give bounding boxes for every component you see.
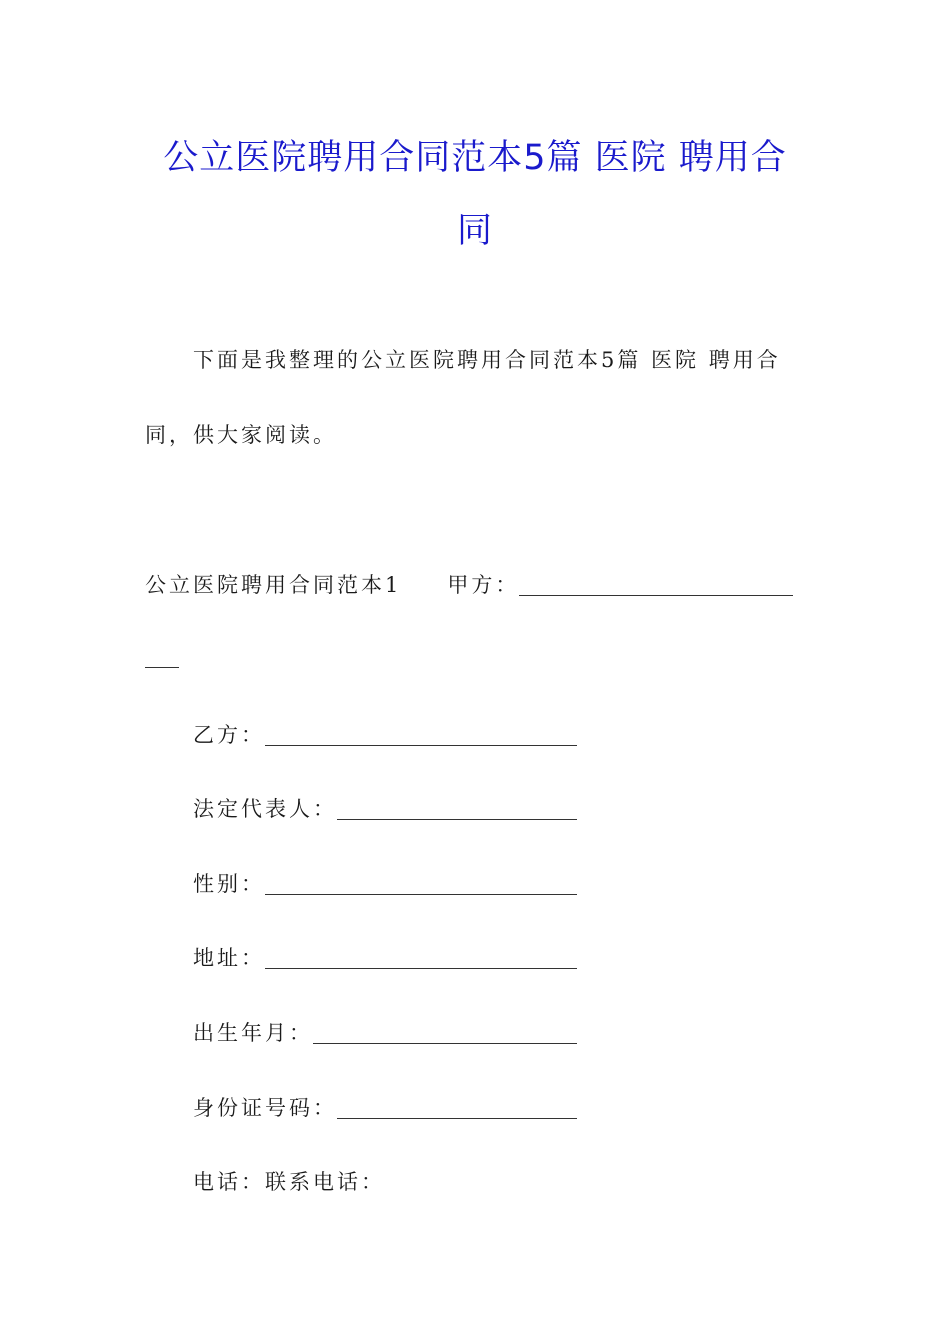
field-row-phone: [193, 1167, 385, 1197]
field-label: 地址：: [193, 946, 265, 970]
field-row-address: [193, 943, 577, 973]
field-row-birth-date: [193, 1018, 577, 1048]
document-title-line-2: 同: [456, 211, 493, 251]
field-blank: [337, 797, 577, 820]
field-blank: [313, 1021, 577, 1044]
field-label: 性别：: [193, 872, 265, 896]
field-blank: [265, 946, 577, 969]
intro-paragraph-line-1: 下面是我整理的公立医院聘用合同范本5篇 医院 聘用合: [193, 348, 781, 372]
document-title-line-1: 公立医院聘用合同范本5篇 医院 聘用合: [163, 138, 787, 178]
field-label: 法定代表人：: [193, 797, 337, 821]
field-row-id-number: [193, 1093, 577, 1123]
field-blank: [337, 1096, 577, 1119]
field-blank: [265, 872, 577, 895]
intro-paragraph-line-2: 同，供大家阅读。: [145, 423, 337, 447]
field-label: 出生年月：: [193, 1021, 313, 1045]
field-label: 乙方：: [193, 723, 265, 747]
party-a-row: [145, 570, 793, 600]
field-row-gender: [193, 869, 577, 899]
field-label: 身份证号码：: [193, 1096, 337, 1120]
party-a-label: 甲方：: [447, 573, 520, 597]
party-a-blank: [519, 573, 793, 596]
section-heading: 公立医院聘用合同范本1: [145, 573, 402, 597]
party-a-blank-continuation: [145, 667, 179, 668]
field-label: 电话：联系电话：: [193, 1170, 385, 1194]
field-row-legal-representative: [193, 794, 577, 824]
field-blank: [265, 723, 577, 746]
field-row-party-b: [193, 720, 577, 750]
